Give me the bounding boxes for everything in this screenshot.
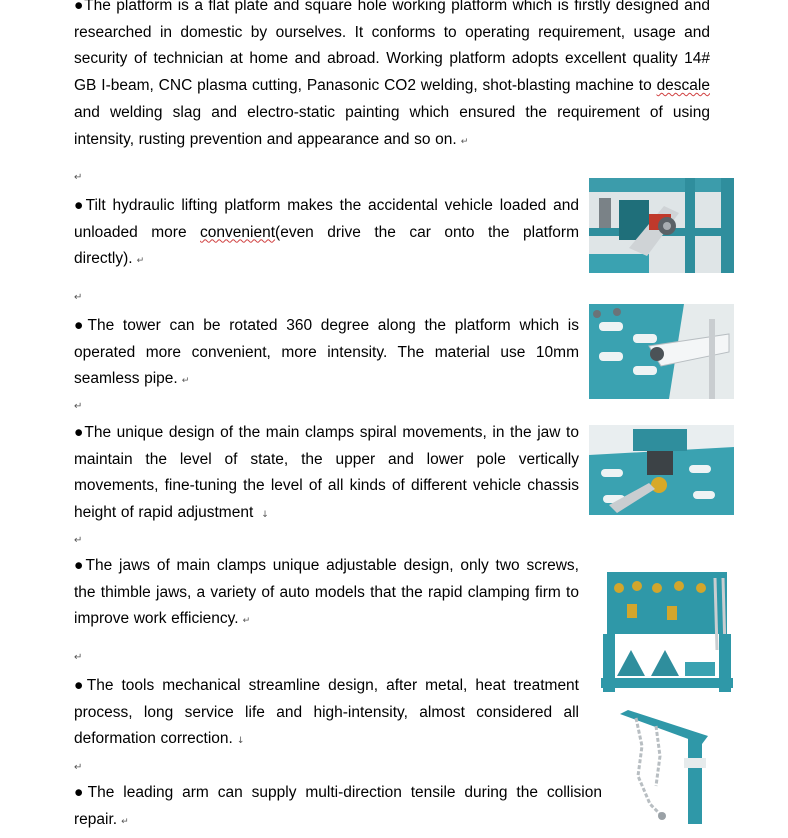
empty-paragraph-mark: ↵	[74, 401, 83, 412]
spellcheck-word[interactable]: convenient	[200, 223, 276, 241]
line-break-mark: ↓	[261, 510, 269, 521]
paragraph-text: ●The tower can be rotated 360 degree along the platform which is operated more convenient, more intensity. The material use 10mm seamless pipe.	[74, 317, 579, 388]
paragraph-tools	[74, 673, 579, 755]
paragraph-tower	[74, 313, 579, 395]
empty-paragraph-mark: ↵	[74, 292, 83, 303]
tools-board-photo	[597, 570, 737, 695]
line-break-mark: ↓	[236, 736, 245, 747]
paragraph-tilt	[74, 193, 579, 275]
paragraph-text: ●The leading arm can supply multi-direction tensile during the collision repair.	[74, 784, 602, 828]
paragraph-mark: ↵	[460, 136, 469, 147]
paragraph-text: ●The unique design of the main clamps spiral movements, in the jaw to maintain the level of state, the upper and lower pole vertically movements, fine-tuning the level of all kinds of different vehicle chassis height of rapid adjustment	[74, 424, 579, 522]
paragraph-mark: ↵	[181, 376, 190, 387]
empty-paragraph-mark: ↵	[74, 172, 83, 183]
paragraph-text: and welding slag and electro-static painting which ensured the requirement of using intensity, rusting prevention and appearance and so on.	[74, 103, 710, 148]
paragraph-clamps	[74, 420, 579, 529]
paragraph-arm	[74, 780, 602, 835]
main-clamp-photo	[589, 425, 734, 515]
empty-paragraph-mark: ↵	[74, 762, 83, 773]
leading-arm-photo	[616, 706, 716, 824]
paragraph-mark: ↵	[136, 256, 145, 267]
empty-paragraph-mark: ↵	[74, 652, 83, 663]
tower-photo	[589, 304, 734, 399]
paragraph-mark: ↵	[121, 816, 129, 827]
paragraph-text: ●The jaws of main clamps unique adjustable design, only two screws, the thimble jaws, a variety of auto models that the rapid clamping firm to improve work efficiency.	[74, 557, 579, 628]
paragraph-platform	[74, 0, 710, 155]
tilt-platform-photo	[589, 178, 734, 273]
paragraph-text: ●The tools mechanical streamline design, after metal, heat treatment process, long service life and high-intensity, almost considered all deformation correction.	[74, 677, 579, 748]
spellcheck-word[interactable]: descale	[656, 77, 710, 95]
paragraph-text: ●The platform is a flat plate and square hole working platform which is firstly designed and researched in domestic by ourselves. It conforms to operating requirement, usage and security of technician at home and abroad. Working platform adopts excellent quality 14# GB I-beam, CNC plasma cutting, Panasonic CO2 welding, shot-blasting machine to	[74, 0, 710, 95]
paragraph-jaws	[74, 553, 579, 635]
paragraph-text: ●Tilt hydraulic lifting platform makes the accidental vehicle loaded and unloaded more	[74, 197, 579, 241]
empty-paragraph-mark: ↵	[74, 535, 83, 546]
paragraph-text: (even drive the car onto the platform directly).	[74, 223, 579, 268]
paragraph-mark: ↵	[242, 616, 251, 627]
